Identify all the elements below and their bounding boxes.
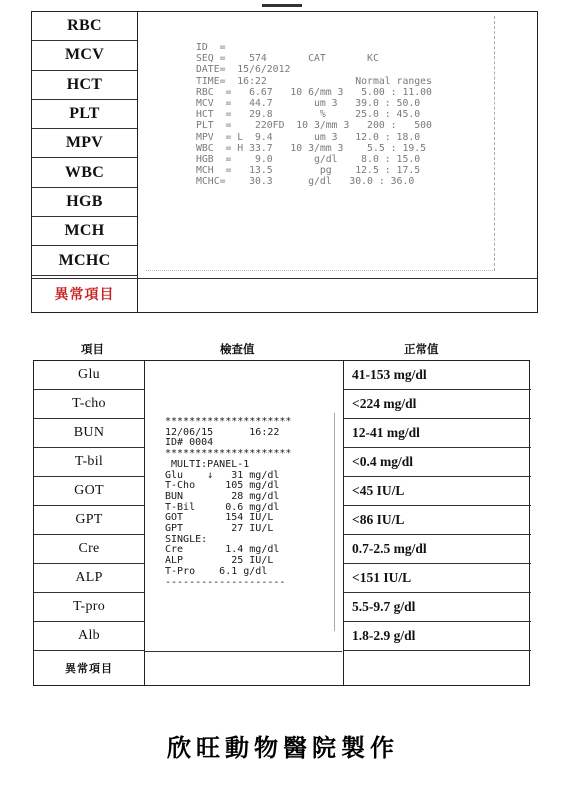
chem-item-tcho: T-cho [34,390,144,419]
chem-item-cre: Cre [34,535,144,564]
chem-normal-range-column [344,361,531,685]
cbc-analyzer-printout [146,16,495,271]
cbc-abnormal-label: 異常項目 [54,286,115,303]
cbc-row-hct: HCT [32,71,137,100]
chem-table-header [33,337,538,359]
cbc-row-wbc: WBC [32,158,137,187]
header-item: 項目 [81,342,104,356]
chem-analyzer-printout [159,413,335,631]
chem-item-bun: BUN [34,419,144,448]
header-normal-range: 正常值 [404,342,439,356]
cbc-row-hgb: HGB [32,188,137,217]
range-glu: 41-153 mg/dl [344,361,531,390]
chem-abnormal-label: 異常項目 [65,662,113,675]
chem-item-glu: Glu [34,361,144,390]
cbc-row-mcv: MCV [32,41,137,70]
cbc-parameter-column [32,12,138,312]
cbc-row-mch: MCH [32,217,137,246]
top-edge-fragment [262,0,302,7]
range-tpro: 5.5-9.7 g/dl [344,593,531,622]
chem-item-tpro: T-pro [34,593,144,622]
chem-abnormal-divider [145,651,342,652]
chem-result-column [145,361,344,685]
chem-item-column [34,361,145,685]
chem-item-tbil: T-bil [34,448,144,477]
chemistry-results-table [33,360,530,686]
header-result: 檢查值 [220,342,255,356]
cbc-results-table [31,11,538,313]
range-tbil: <0.4 mg/dl [344,448,531,477]
range-tcho: <224 mg/dl [344,390,531,419]
range-bun: 12-41 mg/dl [344,419,531,448]
cbc-row-plt: PLT [32,100,137,129]
range-got: <45 IU/L [344,477,531,506]
cbc-row-rbc: RBC [32,12,137,41]
cbc-row-mchc: MCHC [32,246,137,275]
range-alb: 1.8-2.9 g/dl [344,622,531,651]
chem-item-alb: Alb [34,622,144,651]
clinic-footer: 欣旺動物醫院製作 [167,734,399,762]
cbc-row-mpv: MPV [32,129,137,158]
chem-printout-text: ********************* 12/06/15 16:22 ID# 0004 ********************* MULTI:PANEL-1 Glu ↓ 31 mg/dl T-Cho 105 mg/dl BUN 28 mg/dl T-Bil 0.6 mg/dl GOT 154 IU/L GPT 27 IU/L SINGLE: Cre 1.4 mg/dl ALP 25 IU/L T-Pro 6.1 g/dl -------------------- [165,416,292,588]
range-alp: <151 IU/L [344,564,531,593]
range-gpt: <86 IU/L [344,506,531,535]
chem-item-alp: ALP [34,564,144,593]
cbc-printout-text: ID = SEQ = 574 CAT KC DATE= 15/6/2012 TIME= 16:22 Normal ranges RBC = 6.67 10 6/mm 3 5.00 : 11.00 MCV = 44.7 um 3 39.0 : 50.0 HCT = 29.8 % 25.0 : 45.0 PLT = 220FD 10 3/mm 3 200 : 500 MPV = L 9.4 um 3 12.0 : 18.0 WBC = H 33.7 10 3/mm 3 5.5 : 19.5 HGB = 9.0 g/dl 8.0 : 15.0 MCH = 13.5 pg 12.5 : 17.5 MCHC= 30.3 g/dl 30.0 : 36.0 [196,42,432,188]
range-cre: 0.7-2.5 mg/dl [344,535,531,564]
chem-item-got: GOT [34,477,144,506]
cbc-abnormal-divider [32,278,537,279]
chem-item-gpt: GPT [34,506,144,535]
